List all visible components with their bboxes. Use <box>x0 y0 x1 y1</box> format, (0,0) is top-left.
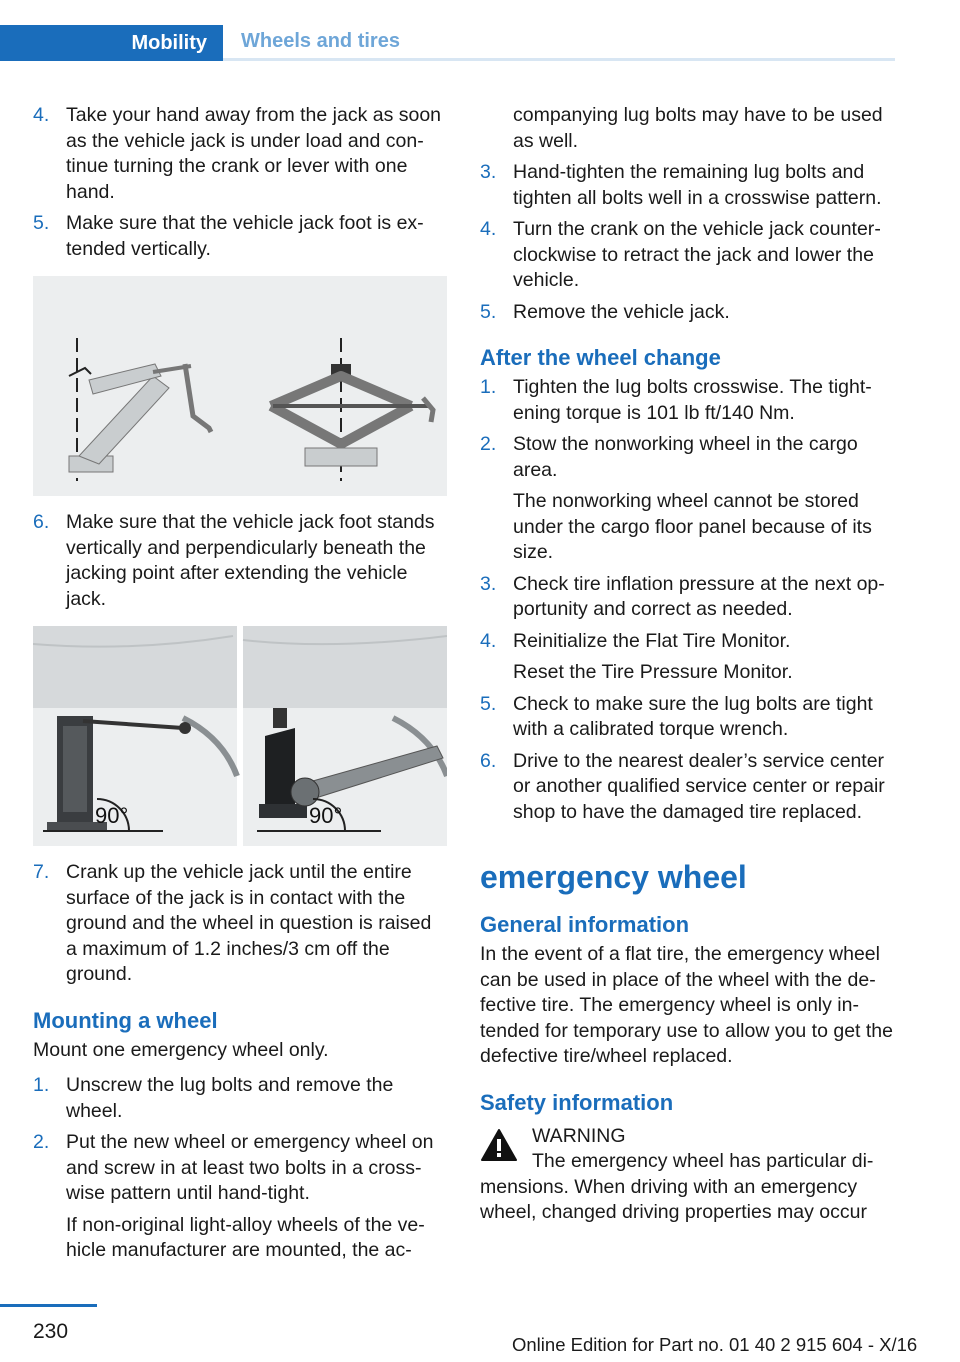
warning-text-first: The emergency wheel has particular di- <box>532 1150 874 1172</box>
step-text: Make sure that the vehicle jack foot stands vertically and perpendicularly beneath the jacking point after extending the vehicle jack. <box>66 511 435 610</box>
list-item <box>33 1130 447 1207</box>
list-item <box>480 749 894 826</box>
step-note: Reset the Tire Pressure Monitor. <box>513 661 793 683</box>
list-item <box>480 572 894 623</box>
step-text: Take your hand away from the jack as soon as the vehicle jack is under load and continue turning the crank or lever with one hand. <box>66 104 442 203</box>
step-text: Tighten the lug bolts crosswise. The tightening torque is 101 lb ft/140 Nm. <box>513 376 872 424</box>
list-item <box>480 629 894 655</box>
jack-illustration-figure <box>33 276 447 496</box>
general-info-text: In the event of a flat tire, the emergency wheel can be used in place of the wheel with the defective tire. The emergency wheel is only intended for temporary use to allow you to get the defective tire/wheel replaced. <box>480 943 893 1067</box>
intro-text: Mount one emergency wheel only. <box>33 1038 329 1061</box>
right-column <box>480 103 894 1226</box>
list-item <box>480 432 894 483</box>
angle-label: 90° <box>309 803 343 828</box>
section-tab: Mobility <box>0 25 223 61</box>
warning-triangle-icon <box>480 1128 518 1162</box>
section-heading: Safety information <box>480 1089 674 1115</box>
section-heading: After the wheel change <box>480 345 721 370</box>
step-text: Remove the vehicle jack. <box>513 300 730 323</box>
step-number: 3. <box>480 161 497 183</box>
step-text: Reinitialize the Flat Tire Monitor. <box>513 629 791 652</box>
edition-text: Online Edition for Part no. 01 40 2 915 604 - X/16 <box>512 1334 918 1355</box>
step-text: Hand-tighten the remaining lug bolts and tighten all bolts well in a crosswise pattern. <box>513 161 882 209</box>
step-number: 2. <box>33 1131 50 1153</box>
list-item <box>33 860 447 988</box>
step-text: Make sure that the vehicle jack foot is extended vertically. <box>66 212 424 260</box>
step-number: 1. <box>33 1074 50 1096</box>
step-number: 5. <box>480 692 497 715</box>
jack-photo-svg <box>33 626 447 846</box>
list-item <box>33 103 447 205</box>
step-text: Put the new wheel or emergency wheel on and screw in at least two bolts in a crosswise pattern until hand-tight. <box>66 1131 434 1204</box>
step-note: If non-original light-alloy wheels of the vehicle manufacturer are mounted, the ac- <box>66 1213 425 1261</box>
list-item <box>480 160 894 211</box>
continued-text: companying lug bolts may have to be used as well. <box>513 104 883 152</box>
step-note: The nonworking wheel cannot be stored under the cargo floor panel because of its size. <box>513 490 872 563</box>
step-number: 3. <box>480 572 497 595</box>
page-number: 230 <box>33 1320 69 1343</box>
list-item <box>480 375 894 426</box>
warning-label: WARNING <box>532 1124 626 1147</box>
step-number: 6. <box>33 511 50 533</box>
section-heading: Mounting a wheel <box>33 1007 218 1033</box>
left-column <box>33 103 447 1270</box>
list-item <box>480 217 894 294</box>
step-number: 4. <box>33 104 50 126</box>
chapter-title: emergency wheel <box>480 859 747 895</box>
warning-block <box>480 1124 894 1175</box>
step-text: Check tire inflation pressure at the next opportunity and correct as needed. <box>513 572 885 620</box>
step-number: 2. <box>480 433 497 455</box>
page-header <box>0 25 895 61</box>
step-text: Turn the crank on the vehicle jack counterclockwise to retract the jack and lower the vehicle. <box>513 218 881 291</box>
step-number: 4. <box>480 629 497 652</box>
step-text: Drive to the nearest dealer’s service center or another qualified service center or repair shop to have the damaged tire replaced. <box>513 749 885 823</box>
step-text: Unscrew the lug bolts and remove the wheel. <box>66 1074 394 1122</box>
list-item <box>33 1073 447 1124</box>
footer-rule <box>0 1304 97 1307</box>
list-item <box>33 211 447 262</box>
step-text: Crank up the vehicle jack until the entire surface of the jack is in contact with the ground and the wheel in question is raised a maximum of 1.2 inches/3 cm off the ground. <box>66 861 432 985</box>
step-number: 7. <box>33 861 50 883</box>
step-number: 5. <box>33 212 50 234</box>
jack-position-figure <box>33 626 447 846</box>
section-heading: General information <box>480 912 690 937</box>
warning-text: mensions. When driving with an emergency wheel, changed driving properties may occur <box>480 1175 867 1223</box>
list-item <box>33 510 447 612</box>
step-number: 6. <box>480 749 497 772</box>
subsection-title: Wheels and tires <box>223 25 895 61</box>
step-number: 4. <box>480 218 497 240</box>
angle-label: 90° <box>95 803 129 828</box>
step-text: Stow the nonworking wheel in the cargo area. <box>513 433 858 481</box>
list-item <box>480 300 894 326</box>
step-number: 1. <box>480 376 497 398</box>
list-item <box>480 692 894 743</box>
step-text: Check to make sure the lug bolts are tight with a calibrated torque wrench. <box>513 692 873 740</box>
step-number: 5. <box>480 300 497 323</box>
jack-diagram-svg <box>33 276 447 496</box>
